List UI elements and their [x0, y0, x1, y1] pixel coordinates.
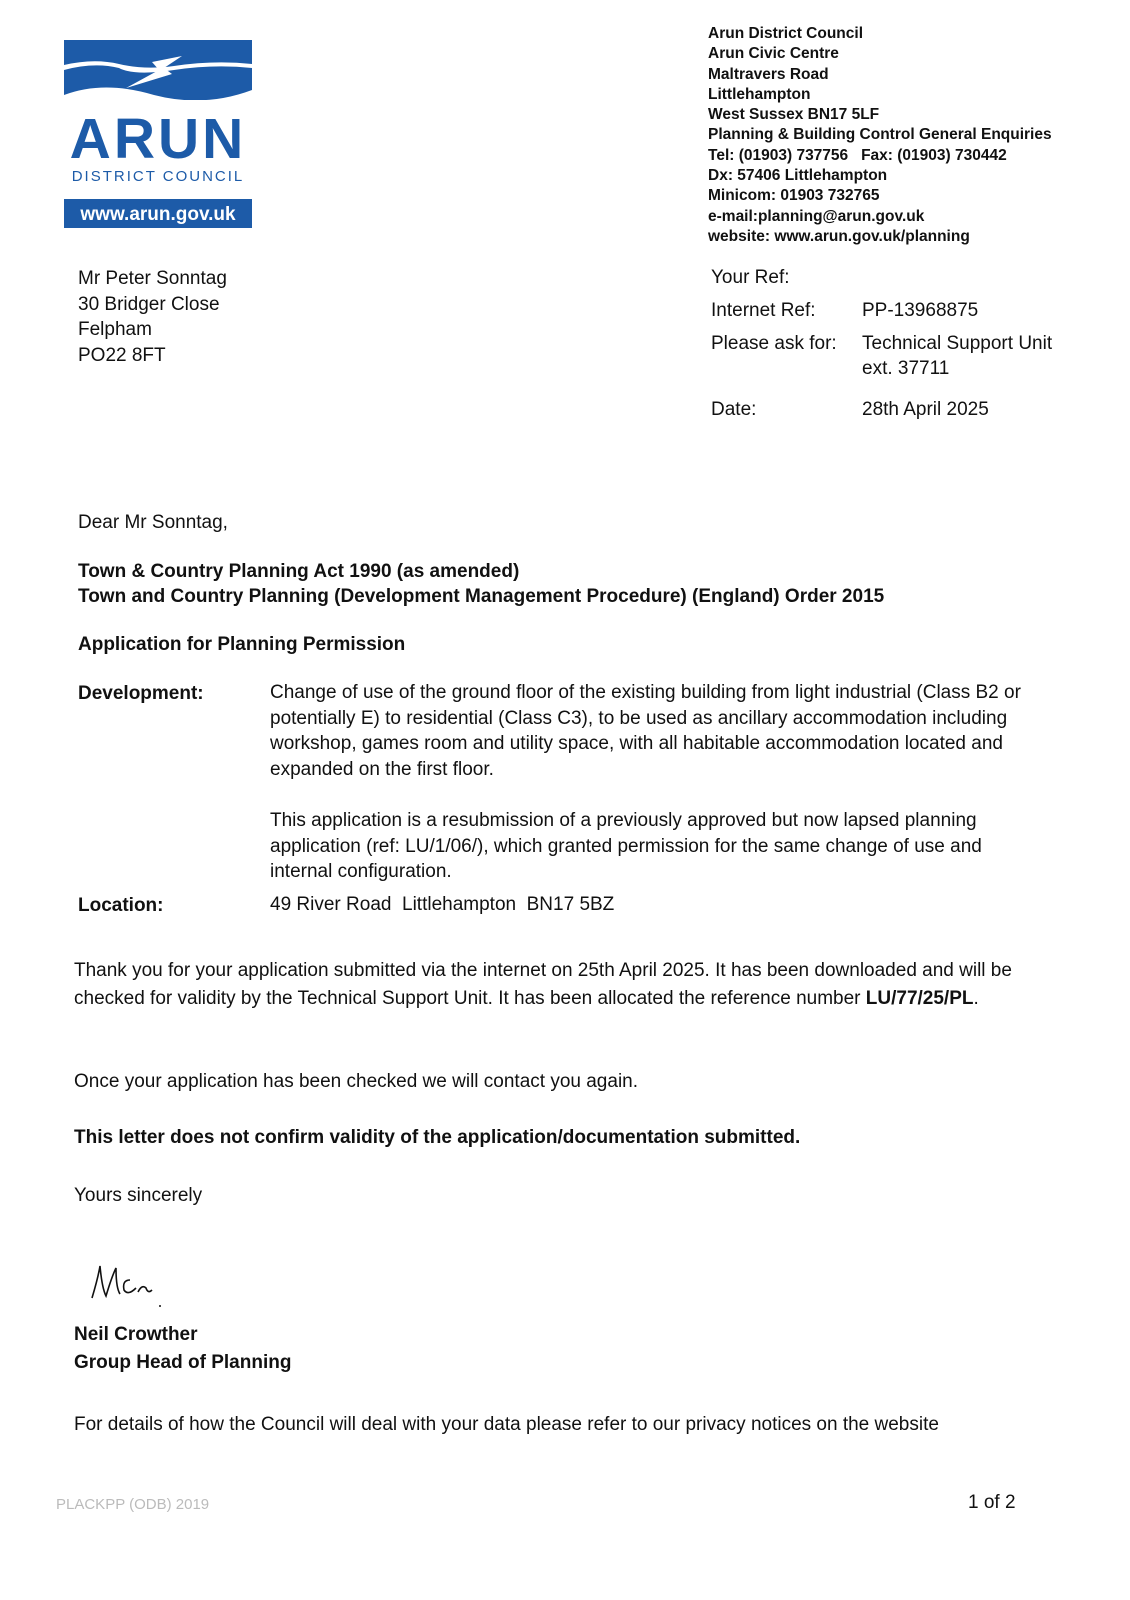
development-resubmission-note: This application is a resubmission of a previously approved but now lapsed planning application (ref: LU/1/06/), which granted permission for the same change of use and internal configuration.: [270, 810, 982, 882]
svg-text:www.arun.gov.uk: www.arun.gov.uk: [80, 204, 236, 225]
address-line: Planning & Building Control General Enquiries: [708, 126, 1052, 144]
follow-up-paragraph: Once your application has been checked we will contact you again.: [74, 1071, 639, 1092]
sender-address: [708, 24, 1052, 247]
address-line: Minicom: 01903 732765: [708, 187, 880, 205]
location-value: 49 River Road Littlehampton BN17 5BZ: [270, 894, 615, 915]
signatory-title: Group Head of Planning: [74, 1352, 292, 1373]
ask-for-value: Technical Support Unit: [862, 333, 1053, 354]
recipient-line: Felpham: [78, 319, 152, 340]
address-line: website: www.arun.gov.uk/planning: [708, 227, 970, 245]
recipient-line: PO22 8FT: [78, 344, 166, 366]
internet-ref-label: Internet Ref:: [711, 300, 816, 321]
closing: Yours sincerely: [74, 1185, 203, 1206]
acknowledgement-text: Thank you for your application submitted via the internet on 25th April 2025. It has been downloaded and will be checked for validity by the Technical Support Unit. It has been allocated the reference number: [74, 960, 1012, 1009]
signatory-name: Neil Crowther: [74, 1324, 198, 1345]
act-line: Town and Country Planning (Development Management Procedure) (England) Order 2015: [78, 586, 885, 607]
svg-text:ARUN: ARUN: [69, 107, 247, 171]
address-line: Arun Civic Centre: [708, 45, 839, 63]
address-line: e-mail:planning@arun.gov.uk: [708, 207, 925, 225]
arun-logo: [64, 40, 252, 228]
ask-for-ext: ext. 37711: [862, 358, 950, 379]
recipient-line: 30 Bridger Close: [78, 293, 220, 315]
date-value: 28th April 2025: [862, 399, 989, 420]
application-heading: Application for Planning Permission: [78, 634, 406, 655]
validity-disclaimer: This letter does not confirm validity of the application/documentation submitted.: [74, 1127, 801, 1148]
acknowledgement-paragraph: Thank you for your application submitted via the internet on 25th April 2025. It has been downloaded and will be checked for validity by the Technical Support Unit. It has been allocated the reference number LU/77/25/PL.: [74, 960, 1012, 1009]
address-line: Maltravers Road: [708, 65, 829, 83]
privacy-notice: For details of how the Council will deal with your data please refer to our privacy notices on the website: [74, 1414, 939, 1435]
reference-number: LU/77/25/PL: [865, 988, 974, 1009]
act-line: Town & Country Planning Act 1990 (as amended): [78, 561, 520, 582]
address-line: Arun District Council: [708, 25, 864, 42]
development-description: Change of use of the ground floor of the existing building from light industrial (Class B2 or potentially E) to residential (Class C3), to be used as ancillary accommodation including workshop, games room and utility space, with all habitable accommodation located and expanded on the first floor.: [270, 682, 1021, 780]
location-label: Location:: [78, 895, 164, 916]
ask-for-label: Please ask for:: [711, 333, 837, 354]
footer-code: PLACKPP (ODB) 2019: [56, 1496, 210, 1513]
internet-ref-value: PP-13968875: [862, 300, 979, 321]
recipient-line: Mr Peter Sonntag: [78, 268, 227, 289]
address-line: Dx: 57406 Littlehampton: [708, 167, 888, 185]
signature: [86, 1258, 166, 1310]
address-line: Littlehampton: [708, 85, 811, 103]
svg-text:DISTRICT COUNCIL: DISTRICT COUNCIL: [71, 168, 245, 185]
date-label: Date:: [711, 399, 757, 420]
page-number: 1 of 2: [968, 1492, 1016, 1513]
address-line: Tel: (01903) 737756 Fax: (01903) 730442: [708, 146, 1007, 164]
development-label: Development:: [78, 683, 204, 704]
your-ref-label: Your Ref:: [711, 267, 790, 288]
address-line: West Sussex BN17 5LF: [708, 106, 880, 124]
salutation: Dear Mr Sonntag,: [78, 512, 228, 533]
recipient-address: [78, 266, 227, 368]
